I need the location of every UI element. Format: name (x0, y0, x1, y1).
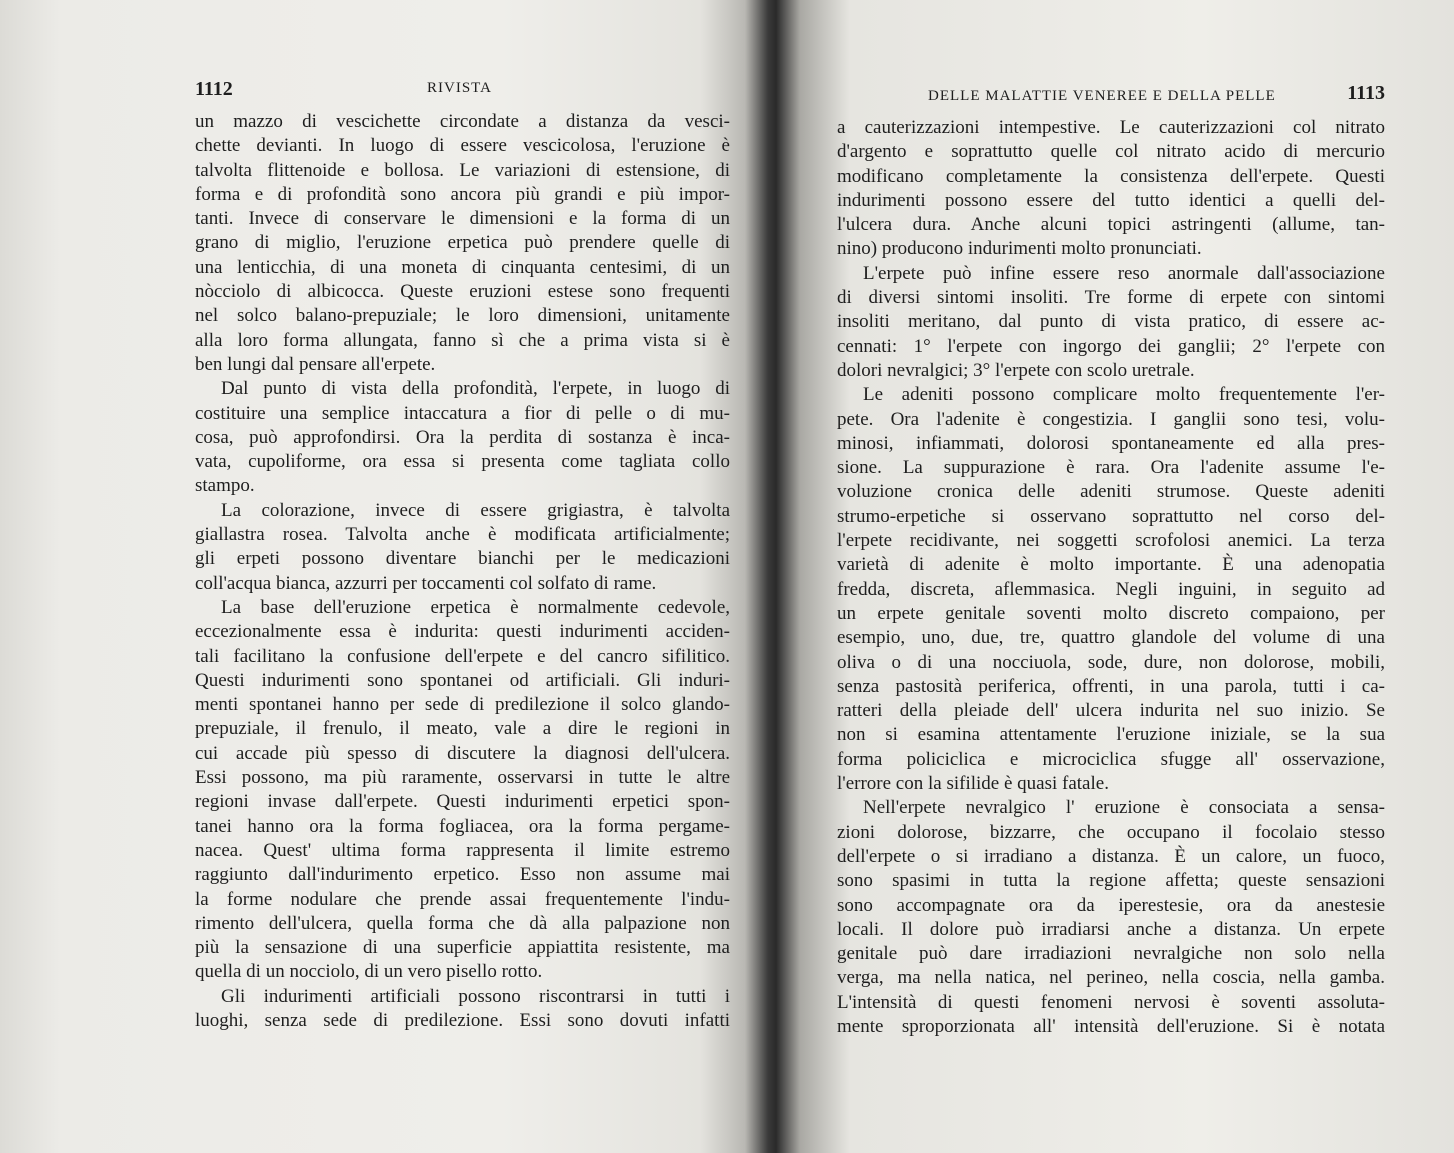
text-line: nacea. Quest' ultima forma rappresenta il limite estremo (195, 839, 730, 861)
text-line: vata, cupoliforme, ora essa si presenta come tagliata collo (195, 451, 730, 473)
text-line: ratteri della pleiade dell' ulcera indurita nel suo inizio. Se (837, 700, 1385, 722)
text-line: coll'acqua bianca, azzurri per toccamenti col solfato di rame. (195, 572, 657, 594)
running-title: DELLE MALATTIE VENEREE E DELLA PELLE (928, 88, 1276, 104)
text-line: sono spasimi in tutta la regione affetta; queste sensazioni (837, 870, 1385, 892)
text-line: luoghi, senza sede di predilezione. Essi sono dovuti infatti (195, 1009, 730, 1031)
text-line: senza pastosità periferica, offrenti, in una parola, tutti i ca- (837, 675, 1385, 697)
text-line: non si esamina attentamente l'eruzione iniziale, se la sua (837, 724, 1385, 746)
text-line: cosa, può approfondirsi. Ora la perdita di sostanza è inca- (195, 426, 730, 448)
page-number: 1113 (1347, 82, 1385, 104)
text-line: strumo-erpetiche si osservano soprattutto nel corso del- (837, 505, 1385, 527)
text-line: regioni invase dall'erpete. Questi indurimenti erpetici spon- (195, 791, 730, 813)
text-line: l'ulcera dura. Anche alcuni topici astringenti (allume, tan- (837, 214, 1385, 236)
text-line: eccezionalmente essa è indurita: questi indurimenti acciden- (195, 621, 730, 643)
text-line: rimento dell'ulcera, quella forma che dà alla palpazione non (195, 912, 730, 934)
text-line: la forme nodulare che prende assai frequentemente l'indu- (195, 888, 730, 910)
text-line: un mazzo di vescichette circondate a distanza da vesci- (195, 111, 730, 132)
text-line: pete. Ora l'adenite è congestizia. I ganglii sono tesi, volu- (837, 408, 1385, 430)
text-line: prepuziale, il frenulo, il meato, vale a dire le regioni in (195, 718, 730, 740)
text-line: Le adeniti possono complicare molto frequentemente l'er- (863, 384, 1385, 406)
text-line: sono accompagnate ora da iperestesie, ora da anestesie (837, 894, 1385, 916)
text-line: Nell'erpete nevralgico l' eruzione è consociata a sensa- (863, 797, 1385, 819)
text-line: d'argento e soprattutto quelle col nitrato acido di mercurio (837, 141, 1385, 163)
text-line: L'intensità di questi fenomeni nervosi è soventi assoluta- (837, 991, 1385, 1013)
text-line: Essi possono, ma più raramente, osservarsi in tutte le altre (195, 767, 730, 789)
text-line: dell'erpete o si irradiano a distanza. È un calore, un fuoco, (837, 845, 1385, 867)
running-head (815, 82, 1390, 110)
text-line: Questi indurimenti sono spontanei od artificiali. Gli induri- (195, 669, 730, 691)
text-line: verga, ma nella natica, nel perineo, nella coscia, nella gamba. (837, 967, 1385, 989)
text-line: forma policiclica e microciclica sfugge all' osservazione, (837, 748, 1385, 770)
text-line: giallastra rosea. Talvolta anche è modificata artificialmente; (195, 524, 730, 546)
text-line: cui accade più spesso di discutere la diagnosi dell'ulcera. (195, 742, 730, 764)
page-number: 1112 (195, 78, 233, 100)
text-line: varietà di adenite è molto importante. È una adenopatia (837, 554, 1385, 576)
text-line: tali facilitano la confusione dell'erpete e del cancro sifilitico. (195, 645, 730, 667)
text-line: di diversi sintomi insoliti. Tre forme di erpete con sintomi (837, 287, 1385, 309)
text-line: quella di un nocciolo, di un vero pisello rotto. (195, 961, 543, 983)
text-line: menti spontanei hanno per sede di predilezione il solco glando- (195, 694, 730, 716)
running-head (175, 78, 745, 102)
text-line: insoliti meritano, dal punto di vista pratico, di essere ac- (837, 311, 1385, 333)
text-line: fredda, discreta, aflemmasica. Negli inguini, in seguito ad (837, 578, 1385, 600)
text-line: raggiunto dall'indurimento erpetico. Esso non assume mai (195, 864, 730, 886)
text-line: indurimenti possono essere del tutto identici a quelli del- (837, 189, 1385, 211)
left-page (175, 0, 745, 1153)
text-line: tanti. Invece di conservare le dimensioni e la forma di un (195, 208, 730, 230)
text-line: forma e di profondità sono ancora più grandi e più impor- (195, 183, 730, 205)
text-line: l'erpete recidivante, nei soggetti scrofolosi anemici. La terza (837, 530, 1385, 552)
text-line: nòcciolo di albicocca. Queste eruzioni estese sono frequenti (195, 281, 730, 303)
text-line: minosi, infiammati, dolorosi spontaneamente ed alla pres- (837, 432, 1385, 454)
text-line: mente sproporzionata all' intensità dell'eruzione. Si è notata (837, 1015, 1385, 1037)
text-line: tanei hanno ora la forma fogliacea, ora la forma pergame- (195, 815, 730, 837)
text-line: alla loro forma allungata, fanno sì che a prima vista si è (195, 329, 730, 351)
text-line: cennati: 1° l'erpete con ingorgo dei ganglii; 2° l'erpete con (837, 335, 1385, 357)
text-line: stampo. (195, 475, 255, 497)
text-line: una lenticchia, di una moneta di cinquanta centesimi, di un (195, 256, 730, 278)
right-page (815, 0, 1390, 1153)
text-line: La colorazione, invece di essere grigiastra, è talvolta (221, 499, 730, 521)
running-title: RIVISTA (427, 80, 492, 96)
text-line: locali. Il dolore può irradiarsi anche a distanza. Un erpete (837, 918, 1385, 940)
page-body-text (837, 116, 1385, 1039)
text-line: più la sensazione di una superficie appiattita resistente, ma (195, 937, 730, 959)
text-line: talvolta flittenoide e bollosa. Le variazioni di estensione, di (195, 159, 730, 181)
text-line: dolori nevralgici; 3° l'erpete con scolo uretrale. (837, 359, 1195, 381)
text-line: La base dell'eruzione erpetica è normalmente cedevole, (221, 596, 730, 618)
text-line: esempio, uno, due, tre, quattro glandole del volume di una (837, 627, 1385, 649)
text-line: nino) producono indurimenti molto pronunciati. (837, 238, 1202, 260)
text-line: Dal punto di vista della profondità, l'erpete, in luogo di (221, 378, 730, 400)
text-line: L'erpete può infine essere reso anormale dall'associazione (863, 262, 1385, 284)
text-line: ben lungi dal pensare all'erpete. (195, 353, 436, 375)
text-line: zioni dolorose, bizzarre, che occupano il focolaio stesso (837, 821, 1385, 843)
text-line: chette devianti. In luogo di essere vescicolosa, l'eruzione è (195, 135, 730, 157)
text-line: a cauterizzazioni intempestive. Le cauterizzazioni col nitrato (837, 117, 1385, 138)
text-line: gli erpeti possono diventare bianchi per le medicazioni (195, 548, 730, 570)
text-line: l'errore con la sifilide è quasi fatale. (837, 773, 1109, 795)
text-line: genitale può dare irradiazioni nevralgiche non solo nella (837, 943, 1385, 965)
text-line: nel solco balano-prepuziale; le loro dimensioni, unitamente (195, 305, 730, 327)
text-line: sione. La suppurazione è rara. Ora l'adenite assume l'e- (837, 457, 1385, 479)
text-line: modificano completamente la consistenza dell'erpete. Questi (837, 165, 1385, 187)
text-line: voluzione cronica delle adeniti strumose. Queste adeniti (837, 481, 1385, 503)
page-body-text (195, 110, 730, 1033)
text-line: costituire una semplice intaccatura a fior di pelle o di mu- (195, 402, 730, 424)
text-line: un erpete genitale soventi molto discreto compaiono, per (837, 602, 1385, 624)
text-line: oliva o di una nocciuola, sode, dure, non dolorose, mobili, (837, 651, 1385, 673)
text-line: grano di miglio, l'eruzione erpetica può prendere quelle di (195, 232, 730, 254)
text-line: Gli indurimenti artificiali possono riscontrarsi in tutti i (221, 985, 730, 1007)
